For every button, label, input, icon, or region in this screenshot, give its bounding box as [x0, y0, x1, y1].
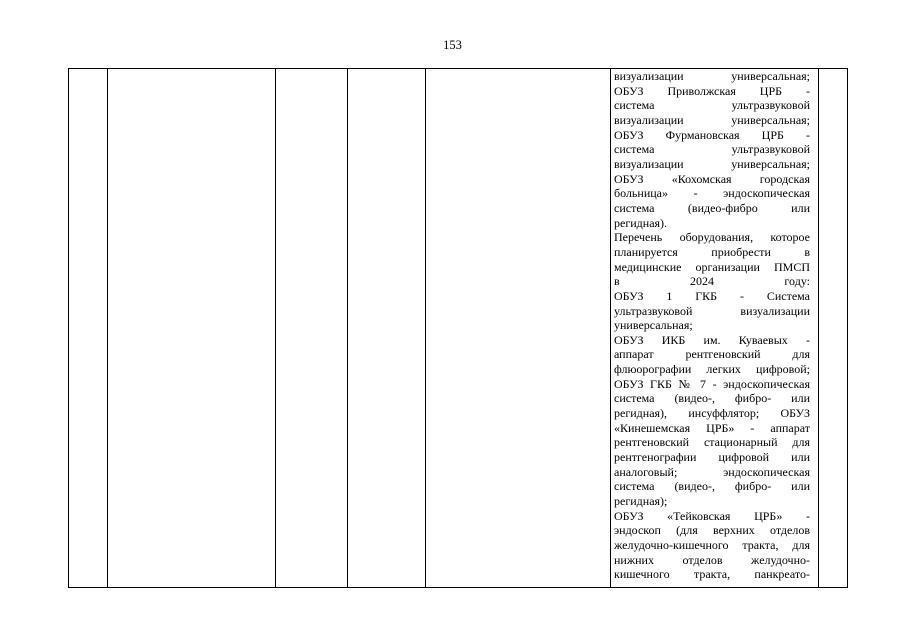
text-line: регидная), инсуффлятор; ОБУЗ: [614, 406, 810, 421]
text-line: система (видео-, фибро- или: [614, 479, 810, 494]
text-line: рентгенографии цифровой или: [614, 450, 810, 465]
text-line: регидная).: [614, 215, 668, 230]
column-divider: [818, 69, 819, 587]
text-line: ОБУЗ Приволжская ЦРБ -: [614, 83, 810, 98]
text-line: система ультразвуковой: [614, 98, 810, 113]
text-line: «Кинешемская ЦРБ» - аппарат: [614, 420, 810, 435]
text-line: планируется приобрести в: [614, 244, 810, 259]
text-line: больница» - эндоскопическая: [614, 186, 810, 201]
text-line: визуализации универсальная;: [614, 69, 810, 83]
text-line: ультразвуковой визуализации: [614, 303, 810, 318]
text-line: система (видео-, фибро- или: [614, 391, 810, 406]
text-line: флюорографии легких цифровой;: [614, 362, 810, 377]
column-divider: [610, 69, 611, 587]
text-line: система (видео-фибро или: [614, 200, 810, 215]
column-divider: [275, 69, 276, 587]
text-line: нижних отделов желудочно-: [614, 552, 810, 567]
text-line: универсальная;: [614, 318, 693, 333]
text-line: ОБУЗ 1 ГКБ - Система: [614, 288, 810, 303]
text-line: ОБУЗ ГКБ № 7 - эндоскопическая: [614, 376, 810, 391]
text-line: в 2024 году:: [614, 274, 810, 289]
text-line: эндоскоп (для верхних отделов: [614, 523, 810, 538]
column-divider: [425, 69, 426, 587]
page-number: 153: [443, 38, 462, 52]
text-line: ОБУЗ ИКБ им. Куваевых -: [614, 332, 810, 347]
text-line: Перечень оборудования, которое: [614, 230, 810, 245]
text-line: визуализации универсальная;: [614, 156, 810, 171]
text-line: ОБУЗ «Кохомская городская: [614, 171, 810, 186]
text-line: система ультразвуковой: [614, 142, 810, 157]
text-line: регидная);: [614, 494, 668, 509]
text-line: рентгеновский стационарный для: [614, 435, 810, 450]
column-divider: [107, 69, 108, 587]
text-line: медицинские организации ПМСП: [614, 259, 810, 274]
column-divider: [347, 69, 348, 587]
text-line: ОБУЗ Фурмановская ЦРБ -: [614, 127, 810, 142]
text-line: аналоговый; эндоскопическая: [614, 464, 810, 479]
table-cell-equipment-list: [614, 69, 810, 587]
text-line: аппарат рентгеновский для: [614, 347, 810, 362]
table: [68, 68, 848, 588]
text-line: кишечного тракта, панкреато-: [614, 567, 810, 582]
text-line: визуализации универсальная;: [614, 112, 810, 127]
text-line: желудочно-кишечного тракта, для: [614, 538, 810, 552]
text-line: ОБУЗ «Тейковская ЦРБ» -: [614, 508, 810, 523]
